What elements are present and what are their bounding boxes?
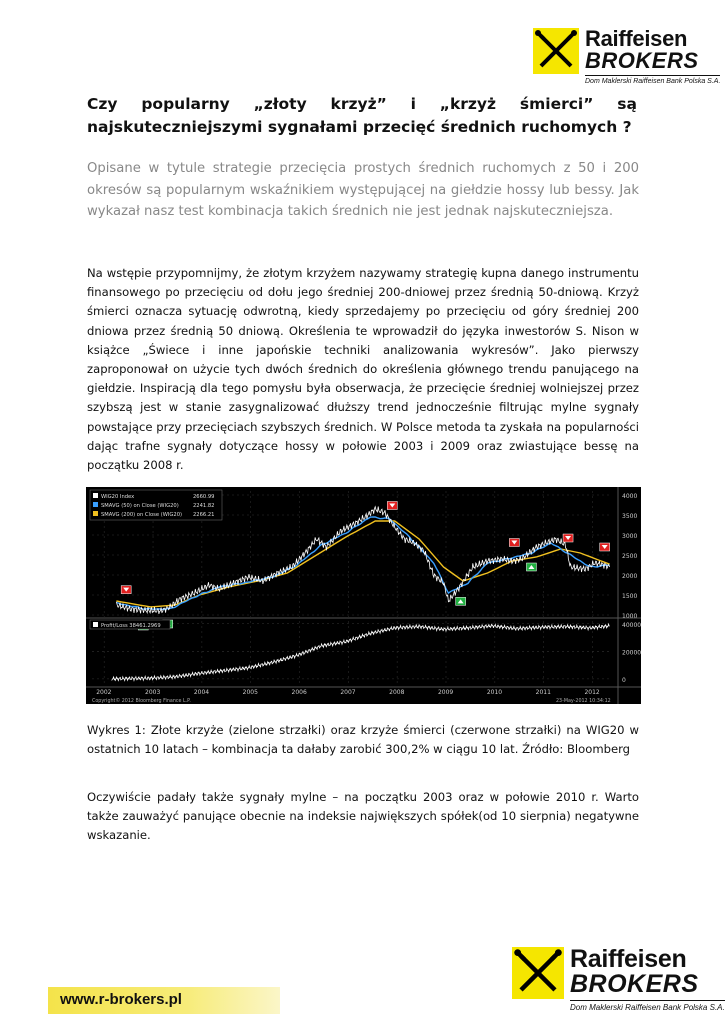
logo-line2: BROKERS [585, 48, 699, 73]
death-cross-arrow [121, 586, 131, 594]
death-cross-arrow [600, 543, 610, 551]
legend-value: 2241.82 [193, 503, 215, 509]
title-word: Czy [87, 95, 118, 113]
title-word: śmierci” [519, 95, 594, 113]
logo-tagline: Dom Maklerski Raiffeisen Bank Polska S.A. [585, 75, 720, 85]
y-tick-label: 2000 [622, 573, 638, 580]
y-tick-label: 40000 [622, 621, 641, 629]
logo-line1: Raiffeisen [570, 945, 687, 973]
logo-line1: Raiffeisen [585, 26, 688, 51]
raiffeisen-gable-cross-icon [533, 28, 579, 74]
y-tick-label: 4000 [622, 493, 638, 500]
y-tick-label: 2500 [622, 553, 638, 560]
x-tick-label: 2003 [145, 689, 161, 696]
title-word: „złoty [253, 95, 307, 113]
article-title [87, 93, 637, 139]
title-word: popularny [141, 95, 230, 113]
article-paragraph-2: Oczywiście padały także sygnały mylne – na początku 2003 oraz w połowie 2010 r. Warto także zauważyć panujące obecnie na indeksie największych spółek(od 10 sierpnia) negatywne wskazanie. [87, 790, 639, 842]
legend-swatch [93, 502, 98, 507]
profit-legend-label: Profit/Loss 38461.2969 [101, 623, 161, 629]
death-cross-arrow [387, 502, 397, 510]
x-tick-label: 2009 [437, 689, 454, 696]
timestamp-label: 23-May-2012 10:34:12 [556, 699, 611, 704]
wig20-chart-svg [86, 487, 641, 704]
death-cross-arrow [509, 539, 519, 547]
article-body: Na wstępie przypomnijmy, że złotym krzyżem nazywamy strategię kupna danego instrumentu finansowego po przecięciu od dołu jego średniej 200-dniowej przez średnią 50-dniową. Krzyż śmierci oznacza sytuację odwrotną, kiedy sprzedajemy po przecięciu od góry średniej 200 dniowa przez średnią 50 dniową. Określenia te wprowadził do języka inwestorów S. Nison w książce „Świece i inne japońskie techniki analizowania wykresów”. Jako pierwszy zaproponował on użycie tych dwóch średnich do określenia głównego trendu panującego na giełdzie. Inspiracją dla tego pomysłu była obserwacja, że przecięcie średniej wolniejszej przez szybszą jest w stanie zasygnalizować dłuższy trend jednocześnie filtrując mylne sygnały powstające przy przecięciach szybszych średnich. W Polsce metoda ta zyskała na popularności dając trafne sygnały dotyczące hossy w połowie 2003 i 2009 oraz zwiastujące bessę na początku 2008 r. [87, 266, 639, 473]
x-tick-label: 2005 [242, 689, 258, 696]
logo-tagline: Dom Maklerski Raiffeisen Bank Polska S.A. [570, 1000, 725, 1012]
raiffeisen-gable-cross-icon [512, 947, 564, 999]
y-tick-label: 3500 [622, 513, 638, 520]
legend-label: SMAVG (200) on Close (WIG20) [101, 512, 183, 518]
legend-label: SMAVG (50) on Close (WIG20) [101, 503, 179, 509]
logo-line2: BROKERS [570, 970, 699, 998]
legend-swatch [93, 511, 98, 516]
x-tick-label: 2008 [389, 689, 405, 696]
title-word: „krzyż [439, 95, 497, 113]
title-line1 [87, 93, 637, 116]
y-tick-label: 1000 [622, 613, 638, 620]
x-tick-label: 2006 [291, 689, 307, 696]
footer-logo [512, 947, 725, 1012]
title-word: są [617, 95, 637, 113]
copyright-label: Copyright© 2012 Bloomberg Finance L.P. [92, 699, 191, 704]
legend-value: 2266.21 [193, 512, 215, 518]
x-tick-label: 2010 [486, 689, 503, 696]
wig20-chart [86, 487, 641, 704]
golden-cross-arrow [456, 597, 466, 605]
header-logo [533, 28, 720, 85]
chart-caption: Wykres 1: Złote krzyże (zielone strzałki) oraz krzyże śmierci (czerwone strzałki) na WIG20 w ostatnich 10 latach – kombinacja ta dałaby zarobić 300,2% w ciągu 10 lat. Źródło: Bloomberg [87, 723, 639, 756]
y-tick-label: 0 [622, 676, 626, 684]
legend-value: 2660.99 [193, 494, 215, 500]
legend-label: WIG20 Index [101, 494, 135, 500]
title-line2: najskuteczniejszymi sygnałami przecięć średnich ruchomych ? [87, 118, 632, 136]
y-tick-label: 3000 [622, 533, 638, 540]
death-cross-arrow [563, 534, 573, 542]
y-tick-label: 20000 [622, 649, 641, 657]
x-tick-label: 2004 [193, 689, 210, 696]
x-tick-label: 2012 [584, 689, 600, 696]
x-tick-label: 2002 [96, 689, 112, 696]
legend-swatch [93, 493, 98, 498]
x-tick-label: 2011 [535, 689, 551, 696]
y-tick-label: 1500 [622, 593, 638, 600]
x-tick-label: 2007 [340, 689, 356, 696]
golden-cross-arrow [526, 563, 536, 571]
legend-swatch [93, 622, 98, 627]
title-word: i [410, 95, 416, 113]
article-lead: Opisane w tytule strategie przecięcia prostych średnich ruchomych z 50 i 200 okresów są popularnym wskaźnikiem występującej na giełdzie hossy lub bessy. Jak wykazał nasz test kombinacja takich średnich nie jest jednak najskuteczniejsza. [87, 161, 639, 219]
footer-url-link[interactable]: www.r-brokers.pl [60, 991, 182, 1008]
title-word: krzyż” [330, 95, 387, 113]
